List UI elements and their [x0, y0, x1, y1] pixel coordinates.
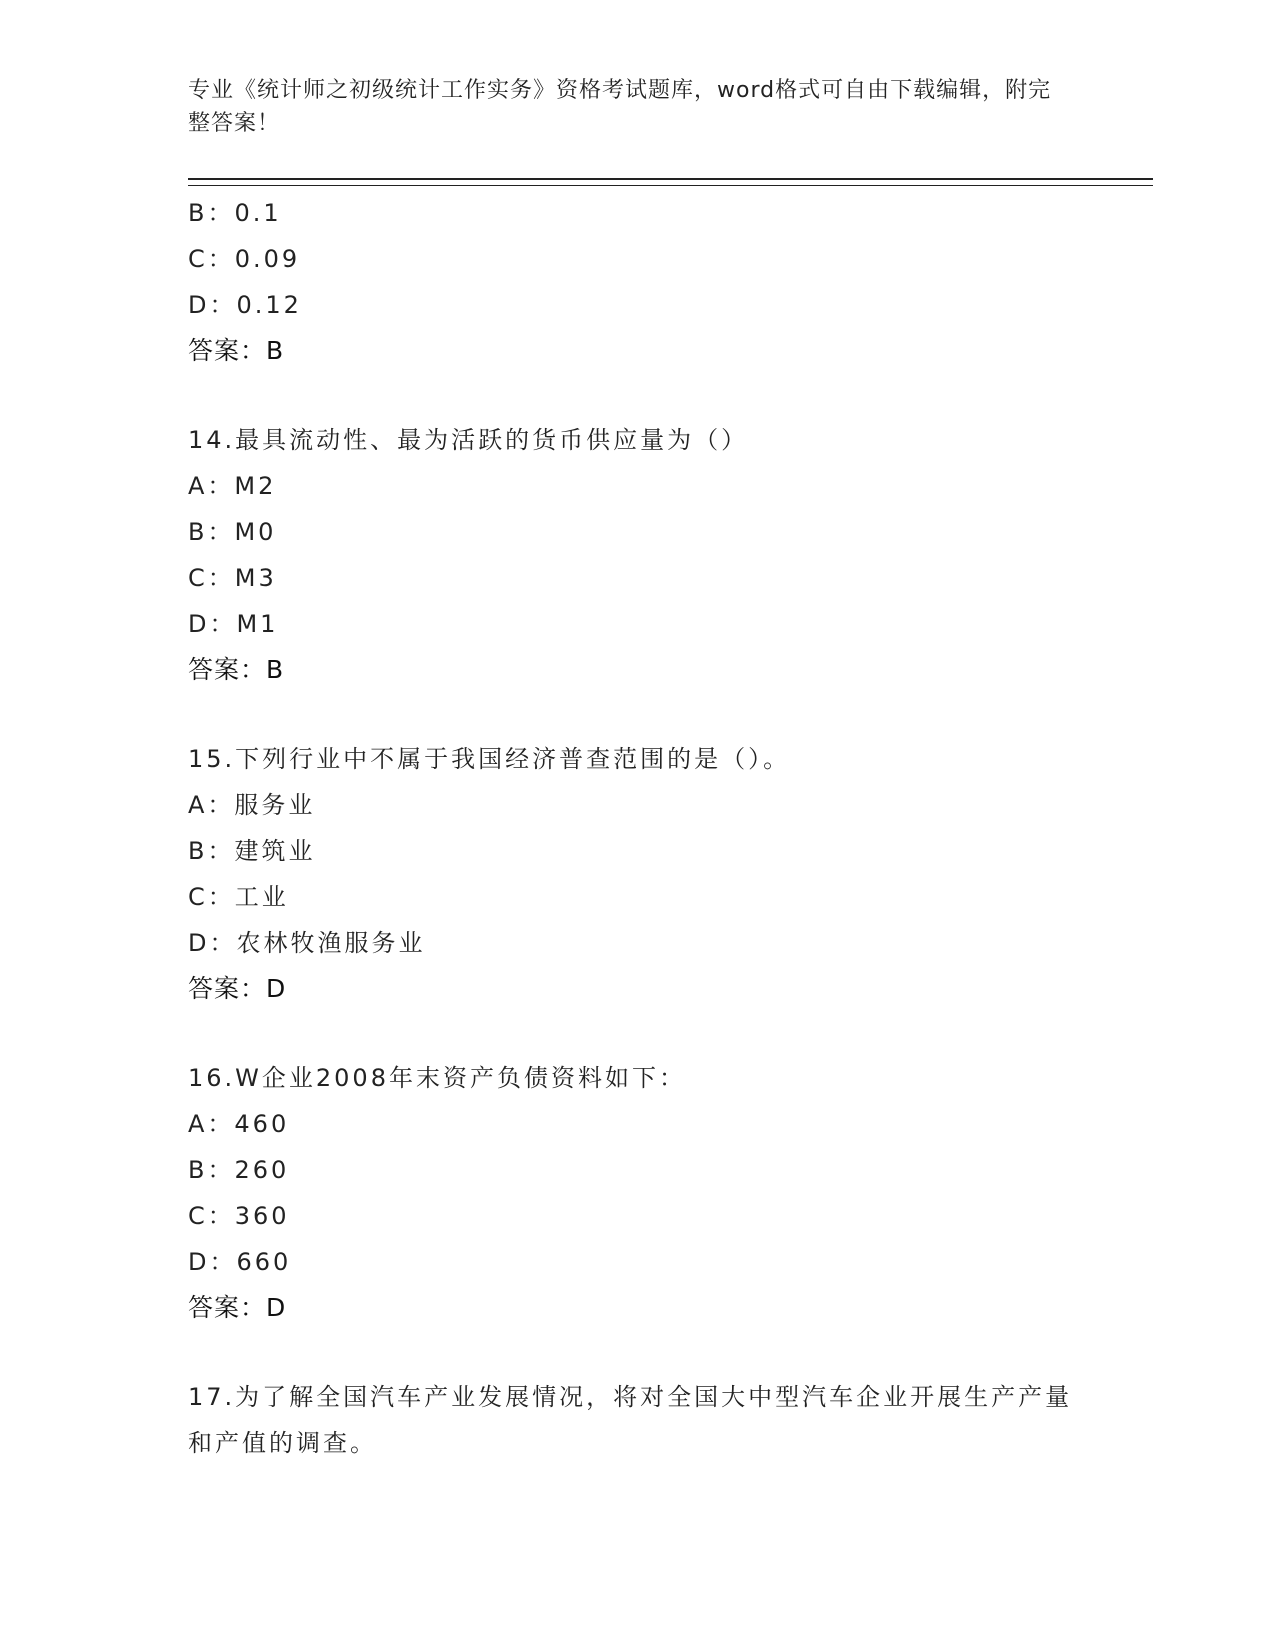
option-a: A：460: [188, 1110, 290, 1138]
question-list: [188, 190, 1108, 1466]
option-b: B：260: [188, 1156, 290, 1184]
option-b: B：建筑业: [188, 837, 316, 865]
question-17: [188, 1374, 1108, 1466]
option-d: D：M1: [188, 610, 279, 638]
question-stem: 17.为了解全国汽车产业发展情况，将对全国大中型汽车企业开展生产产量和产值的调查。: [188, 1383, 1073, 1457]
option-a: A：服务业: [188, 791, 316, 819]
option-d: D：0.12: [188, 291, 302, 319]
option-d: D：农林牧渔服务业: [188, 929, 426, 957]
answer: 答案：B: [188, 336, 285, 365]
answer: 答案：D: [188, 974, 287, 1003]
option-c: C：360: [188, 1202, 290, 1230]
option-b: B：0.1: [188, 199, 282, 227]
document-header: 专业《统计师之初级统计工作实务》资格考试题库，word格式可自由下载编辑，附完整答案！: [188, 78, 1052, 136]
answer: 答案：D: [188, 1293, 287, 1322]
option-d: D：660: [188, 1248, 292, 1276]
option-c: C：M3: [188, 564, 277, 592]
question-15: [188, 736, 1108, 1012]
header-divider: [188, 178, 1153, 186]
answer: 答案：B: [188, 655, 285, 684]
option-a: A：M2: [188, 472, 277, 500]
question-13-remainder: [188, 190, 1108, 374]
question-16: [188, 1055, 1108, 1331]
option-c: C：工业: [188, 883, 289, 911]
question-14: [188, 417, 1108, 693]
question-stem: 16.W企业2008年末资产负债资料如下：: [188, 1064, 686, 1092]
option-c: C：0.09: [188, 245, 301, 273]
option-b: B：M0: [188, 518, 277, 546]
question-stem: 14.最具流动性、最为活跃的货币供应量为（）: [188, 426, 749, 454]
question-stem: 15.下列行业中不属于我国经济普查范围的是（）。: [188, 745, 791, 773]
